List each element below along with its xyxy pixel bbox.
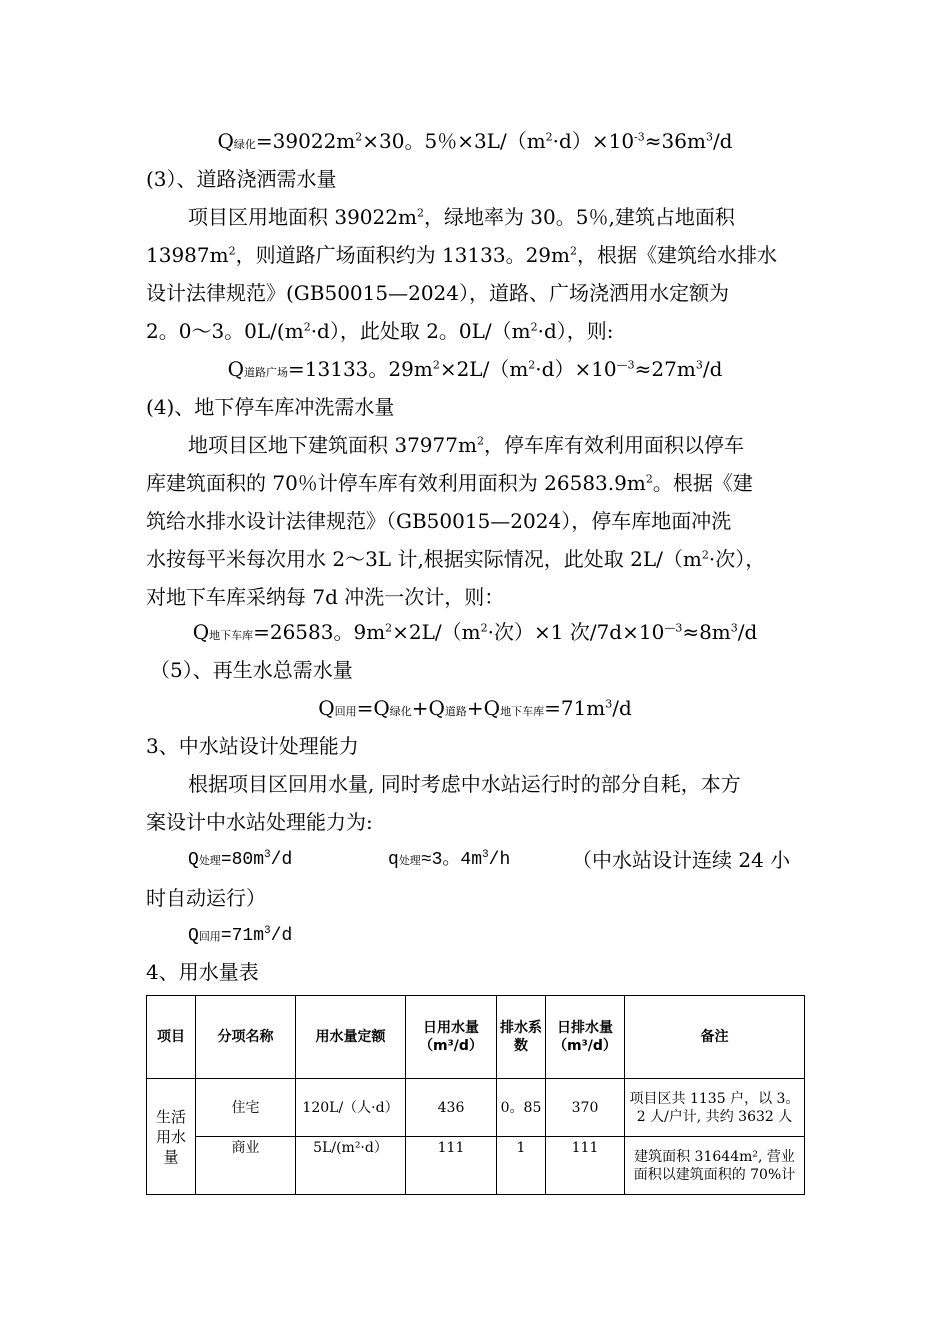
water-usage-table <box>146 995 805 1195</box>
text: ，停车库有效利用面积以停车 <box>483 433 744 457</box>
formula-text: =71m <box>220 926 265 946</box>
formula-subscript: 回用 <box>334 705 357 718</box>
header-coefficient: 排水系数 <box>497 996 546 1079</box>
text: 2。0～3。0L/(m <box>146 319 304 343</box>
formula-text: ×2L/（m <box>392 620 481 644</box>
superscript: 3 <box>695 358 703 372</box>
header-item: 项目 <box>147 996 196 1079</box>
formula-text: /d <box>612 696 632 720</box>
formula-symbol: Q <box>217 129 234 153</box>
formula-subscript: 地下车库 <box>209 629 254 642</box>
paragraph-line: 设计法律规范》(GB50015—2024），道路、广场浇洒用水定额为 <box>146 281 729 305</box>
superscript: 2 <box>432 358 440 372</box>
formula-text: ·d）×10 <box>552 129 635 153</box>
formula-garage <box>0 618 950 650</box>
superscript: 3 <box>705 130 713 144</box>
heading-capacity: 3、中水站设计处理能力 <box>146 734 359 758</box>
formula-text: ≈27m <box>634 357 696 381</box>
cell-coefficient: 1 <box>497 1137 546 1195</box>
formula-text: /d <box>737 620 758 644</box>
superscript: 3 <box>264 925 271 937</box>
superscript: 2 <box>570 244 577 258</box>
text: 地项目区地下建筑面积 37977m <box>188 433 477 457</box>
superscript: 2 <box>303 320 311 334</box>
formula-q-reuse <box>188 922 292 952</box>
table-row <box>147 1079 805 1137</box>
superscript: 2 <box>228 244 236 258</box>
formula-text: /h <box>488 850 511 870</box>
text: 项目区用地面积 39022m <box>188 205 417 229</box>
text: ，根据《建筑给水排水 <box>577 243 777 267</box>
formula-text: =80m <box>220 850 265 870</box>
superscript: —3 <box>664 621 683 635</box>
section-4-heading: (4)、地下停车库冲洗需水量 <box>146 395 395 419</box>
formula-symbol: q <box>388 850 399 870</box>
formula-symbol: Q <box>318 696 335 720</box>
formula-text: ≈8m <box>682 620 731 644</box>
text: ·d），则: <box>537 319 614 343</box>
formula-subscript: 回用 <box>198 932 221 944</box>
superscript: 2 <box>528 358 536 372</box>
formula-note: （中水站设计连续 24 小 <box>572 848 791 872</box>
cell-note: 项目区共 1135 户，以 3。2 人/户计, 共约 3632 人 <box>625 1079 805 1137</box>
formula-text: ·次）×1 次/7d×10 <box>487 620 665 644</box>
formula-subscript: 道路 <box>444 705 467 718</box>
group-label: 生活用水量 <box>147 1079 196 1195</box>
paragraph-line: 筑给水排水设计法律规范》（GB50015—2024），停车库地面冲洗 <box>146 509 732 533</box>
cell-daily-use: 111 <box>406 1137 497 1195</box>
formula-text: ×30。5％×3L/（m <box>362 129 546 153</box>
formula-symbol: Q <box>192 620 210 644</box>
formula-text: ·d）×10 <box>535 357 617 381</box>
text: 水按每平米每次用水 2～3L 计,根据实际情况，此处取 2L/（m <box>146 547 702 571</box>
superscript: 2 <box>530 320 538 334</box>
formula-text: +Q <box>411 696 445 720</box>
formula-text: /d <box>712 129 733 153</box>
header-daily-drain: 日排水量（m³/d） <box>546 996 625 1079</box>
formula-subscript: 绿化 <box>233 138 256 151</box>
formula-subscript: 道路广场 <box>244 366 289 379</box>
header-daily-use: 日用水量（m³/d） <box>406 996 497 1079</box>
cell-note: 建筑面积 31644m², 营业面积以建筑面积的 70%计 <box>625 1137 805 1195</box>
cell-daily-drain: 111 <box>546 1137 625 1195</box>
superscript: —3 <box>616 358 635 372</box>
paragraph-line: 根据项目区回用水量, 同时考虑中水站运行时的部分自耗，本方 <box>188 772 741 796</box>
cell-daily-drain: 370 <box>546 1079 625 1137</box>
superscript: 2 <box>701 548 709 562</box>
superscript: 2 <box>355 130 363 144</box>
header-note: 备注 <box>625 996 805 1079</box>
formula-subscript: 地下车库 <box>500 705 545 718</box>
formula-text: =39022m <box>255 129 356 153</box>
paragraph-line <box>188 203 735 231</box>
section-5-heading: （5）、再生水总需水量 <box>150 658 353 682</box>
cell-daily-use: 436 <box>406 1079 497 1137</box>
formula-symbol: Q <box>188 926 199 946</box>
superscript: 2 <box>476 434 484 448</box>
text: ，绿地率为 30。5％,建筑占地面积 <box>423 205 735 229</box>
superscript: 3 <box>264 849 271 861</box>
formula-symbol: Q <box>227 357 245 381</box>
formula-q-hourly <box>388 846 510 876</box>
formula-text: ×2L/（m <box>439 357 529 381</box>
superscript: 2 <box>545 130 553 144</box>
formula-text: =Q <box>356 696 390 720</box>
paragraph-line <box>146 469 753 497</box>
formula-text: =13133。29m <box>288 357 433 381</box>
formula-subscript: 绿化 <box>389 705 412 718</box>
formula-q-process <box>188 846 292 876</box>
cell-name: 商业 <box>196 1137 296 1195</box>
superscript: 2 <box>480 621 488 635</box>
formula-subscript: 处理 <box>398 856 421 868</box>
formula-text: /d <box>270 850 293 870</box>
paragraph-line <box>146 545 765 573</box>
superscript: 3 <box>730 621 738 635</box>
text: 13987m <box>146 243 229 267</box>
formula-text: ≈36m <box>644 129 706 153</box>
heading-table: 4、用水量表 <box>146 960 259 984</box>
text: ·d），此处取 2。0L/（m <box>310 319 531 343</box>
formula-text: +Q <box>466 696 501 720</box>
formula-green <box>0 127 950 159</box>
text: ，则道路广场面积约为 13133。29m <box>235 243 570 267</box>
superscript: 2 <box>385 621 393 635</box>
paragraph-line <box>146 241 777 269</box>
superscript: 3 <box>605 697 613 711</box>
cell-quota: 5L/(m²·d） <box>296 1137 406 1195</box>
table-header-row <box>147 996 805 1079</box>
section-3-heading: (3）、道路浇洒需水量 <box>146 167 337 191</box>
paragraph-line <box>146 317 614 345</box>
formula-text: ≈3。4m <box>420 850 483 870</box>
formula-symbol: Q <box>188 850 199 870</box>
superscript: 2 <box>416 206 424 220</box>
paragraph-line: 案设计中水站处理能力为: <box>146 810 373 834</box>
text: 。根据《建 <box>652 471 753 495</box>
formula-subscript: 处理 <box>198 856 221 868</box>
formula-text: =26583。9m <box>253 620 386 644</box>
formula-road <box>0 355 950 387</box>
formula-text: =71m <box>544 696 606 720</box>
superscript: 2 <box>645 472 653 486</box>
header-name: 分项名称 <box>196 996 296 1079</box>
formula-text: /d <box>270 926 293 946</box>
cell-quota: 120L/（人·d） <box>296 1079 406 1137</box>
cell-coefficient: 0。85 <box>497 1079 546 1137</box>
superscript: 3 <box>482 849 489 861</box>
paragraph-line <box>188 431 744 459</box>
text: 库建筑面积的 70％计停车库有效利用面积为 26583.9m <box>146 471 646 495</box>
table-row <box>147 1137 805 1195</box>
header-quota: 用水量定额 <box>296 996 406 1079</box>
formula-text: /d <box>702 357 723 381</box>
formula-total <box>0 694 950 726</box>
superscript: -3 <box>634 130 645 144</box>
cell-name: 住宅 <box>196 1079 296 1137</box>
text: ·次）， <box>708 547 766 571</box>
formula-note-continued: 时自动运行） <box>146 886 266 910</box>
paragraph-line: 对地下车库采纳每 7d 冲洗一次计，则： <box>146 585 505 609</box>
